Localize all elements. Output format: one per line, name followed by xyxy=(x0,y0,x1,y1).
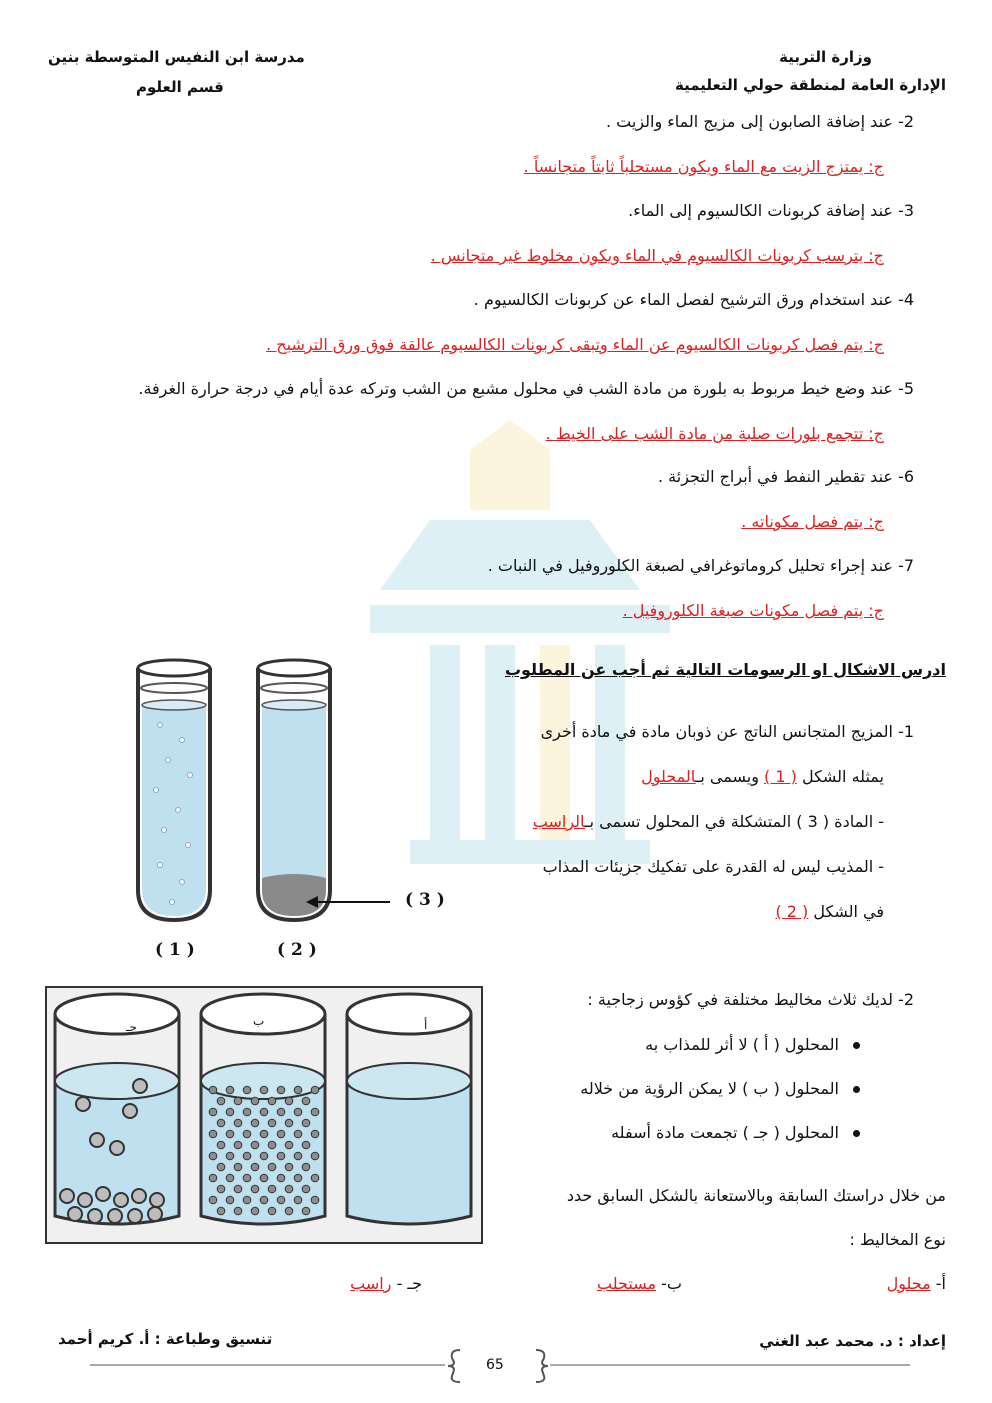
particle xyxy=(311,1130,319,1138)
page-number: 65 xyxy=(486,1357,504,1373)
particle xyxy=(268,1119,276,1127)
particle xyxy=(226,1196,234,1204)
line2-prefix: - المادة ( 3 ) المتشكلة في المحلول تسمى بـ xyxy=(584,812,884,831)
particle xyxy=(277,1086,285,1094)
particle xyxy=(285,1163,293,1171)
bullet-3 xyxy=(611,1123,860,1142)
particle xyxy=(302,1207,310,1215)
particle xyxy=(260,1086,268,1094)
particle xyxy=(234,1163,242,1171)
answer-4: ج: يتم فصل كربونات الكالسيوم عن الماء وتبقى كربونات الكالسيوم عالقة فوق ورق الترشيح . xyxy=(266,335,884,354)
particle xyxy=(243,1174,251,1182)
particle xyxy=(268,1207,276,1215)
particle xyxy=(311,1174,319,1182)
bullet-icon xyxy=(853,1086,860,1093)
school-name: مدرسة ابن النفيس المتوسطة بنين xyxy=(48,48,305,66)
particle xyxy=(243,1086,251,1094)
answer-b xyxy=(597,1274,682,1293)
particle xyxy=(285,1185,293,1193)
answer-a-label: أ- xyxy=(935,1274,946,1293)
answer-c-value: راسب xyxy=(350,1274,392,1293)
particle xyxy=(277,1130,285,1138)
particle xyxy=(217,1163,225,1171)
bullet-1 xyxy=(645,1035,860,1054)
particle xyxy=(260,1174,268,1182)
answer-6: ج: يتم فصل مكوناته . xyxy=(741,512,884,531)
particle xyxy=(285,1207,293,1215)
beaker-label-baa: ب xyxy=(253,1014,265,1028)
particle xyxy=(285,1097,293,1105)
particle xyxy=(234,1119,242,1127)
answer-7: ج: يتم فصل مكونات صبغة الكلوروفيل . xyxy=(622,601,884,620)
particle xyxy=(311,1196,319,1204)
figure-2-answer: ( 2 ) xyxy=(775,902,809,921)
particle xyxy=(294,1086,302,1094)
particle xyxy=(217,1207,225,1215)
particle xyxy=(234,1207,242,1215)
particle xyxy=(285,1141,293,1149)
answer-3: ج: يترسب كربونات الكالسيوم في الماء ويكون مخلوط غير متجانس . xyxy=(430,246,884,265)
particle xyxy=(277,1174,285,1182)
precipitate-answer: الراسب xyxy=(532,812,585,831)
particle xyxy=(277,1152,285,1160)
directorate-title: الإدارة العامة لمنطقة حولي التعليمية xyxy=(674,76,946,94)
label-3: ( 3 ) xyxy=(405,890,445,910)
bullet-text: المحلول ( ب ) لا يمكن الرؤية من خلاله xyxy=(580,1079,839,1098)
particle xyxy=(217,1119,225,1127)
particle xyxy=(268,1185,276,1193)
particle xyxy=(209,1108,217,1116)
answer-b-value: مستحلب xyxy=(597,1274,657,1293)
beaker-baa xyxy=(201,994,325,1224)
part1-line2 xyxy=(533,812,884,831)
particle xyxy=(226,1086,234,1094)
line1-mid: ويسمى بـ xyxy=(695,767,759,786)
particle xyxy=(251,1097,259,1105)
bullet-icon xyxy=(853,1042,860,1049)
particle xyxy=(217,1097,225,1105)
particle xyxy=(294,1174,302,1182)
bullet-icon xyxy=(853,1130,860,1137)
particle xyxy=(260,1130,268,1138)
particle xyxy=(243,1130,251,1138)
particle xyxy=(294,1108,302,1116)
particle xyxy=(311,1152,319,1160)
figure-number-answer: ( 1 ) xyxy=(764,767,797,786)
question-4: 4- عند استخدام ورق الترشيح لفصل الماء عن كربونات الكالسيوم . xyxy=(473,290,914,309)
particle xyxy=(294,1152,302,1160)
particle xyxy=(251,1163,259,1171)
particle xyxy=(209,1196,217,1204)
part2-conclusion-1: من خلال دراستك السابقة وبالاستعانة بالشكل السابق حدد xyxy=(566,1186,946,1205)
line1-prefix: يمثله الشكل xyxy=(801,767,884,786)
department-name: قسم العلوم xyxy=(136,78,224,96)
bullet-2 xyxy=(580,1079,860,1098)
beaker-label-jeem: جـ xyxy=(126,1020,137,1034)
particle xyxy=(294,1130,302,1138)
particle xyxy=(302,1097,310,1105)
particle xyxy=(260,1108,268,1116)
particle xyxy=(226,1108,234,1116)
bullet-text: المحلول ( جـ ) تجمعت مادة أسفله xyxy=(611,1123,839,1142)
answer-a xyxy=(887,1274,946,1293)
question-7: 7- عند إجراء تحليل كروماتوغرافي لصبغة الكلوروفيل في النبات . xyxy=(487,556,914,575)
question-2: 2- عند إضافة الصابون إلى مزيج الماء والزيت . xyxy=(605,112,914,131)
tube-1-label: ( 1 ) xyxy=(155,940,195,960)
particle xyxy=(251,1207,259,1215)
particle xyxy=(294,1196,302,1204)
particle xyxy=(209,1086,217,1094)
particle xyxy=(251,1141,259,1149)
question-3: 3- عند إضافة كربونات الكالسيوم إلى الماء. xyxy=(628,201,914,220)
footer-prepared: إعداد : د. محمد عبد الغني xyxy=(759,1332,946,1350)
particle xyxy=(251,1185,259,1193)
particle xyxy=(302,1141,310,1149)
particle xyxy=(311,1108,319,1116)
particle xyxy=(209,1152,217,1160)
answer-5: ج: تتجمع بلورات صلبة من مادة الشب على الخيط . xyxy=(545,424,884,443)
particle xyxy=(260,1152,268,1160)
particle xyxy=(302,1163,310,1171)
answer-b-label: ب- xyxy=(661,1274,682,1293)
ministry-title: وزارة التربية xyxy=(779,48,872,66)
part1-intro: 1- المزيج المتجانس الناتج عن ذوبان مادة في مادة أخرى xyxy=(540,722,914,741)
particle xyxy=(243,1152,251,1160)
particle xyxy=(226,1152,234,1160)
particle xyxy=(285,1119,293,1127)
particle xyxy=(311,1086,319,1094)
particle xyxy=(217,1141,225,1149)
particle xyxy=(268,1141,276,1149)
beaker-label-alef: أ xyxy=(424,1018,428,1032)
particle xyxy=(209,1130,217,1138)
part1-line3: - المذيب ليس له القدرة على تفكيك جزيئات المذاب xyxy=(542,857,884,876)
tube-2-label: ( 2 ) xyxy=(277,940,317,960)
particle xyxy=(260,1196,268,1204)
part2-conclusion-2: نوع المخاليط : xyxy=(849,1230,946,1249)
particle xyxy=(268,1163,276,1171)
particle xyxy=(251,1119,259,1127)
answer-c-label: جـ - xyxy=(396,1274,422,1293)
particle xyxy=(277,1108,285,1116)
particle xyxy=(209,1174,217,1182)
particle xyxy=(226,1130,234,1138)
particle xyxy=(277,1196,285,1204)
beaker-jeem xyxy=(55,994,179,1224)
question-5: 5- عند وضع خيط مربوط به بلورة من مادة الشب في محلول مشبع من الشب وتركه عدة أيام في درجة حرارة الغرفة. xyxy=(138,379,914,398)
particle xyxy=(226,1174,234,1182)
answer-2: ج: يمتزج الزيت مع الماء ويكون مستحلباً ثابتاً متجانساً . xyxy=(523,157,884,176)
particle xyxy=(302,1185,310,1193)
answer-a-value: محلول xyxy=(886,1274,931,1293)
particle xyxy=(243,1108,251,1116)
section-title: ادرس الاشكال او الرسومات التالية ثم أجب عن المطلوب xyxy=(504,660,946,679)
beaker-alef xyxy=(347,994,471,1224)
particle xyxy=(268,1097,276,1105)
particle xyxy=(217,1185,225,1193)
part2-intro: 2- لديك ثلاث مخاليط مختلفة في كؤوس زجاجية : xyxy=(587,990,914,1009)
particle xyxy=(234,1185,242,1193)
question-6: 6- عند تقطير النفط في أبراج التجزئة . xyxy=(658,467,914,486)
footer-printed: تنسيق وطباعة : أ. كريم أحمد xyxy=(58,1330,273,1348)
solution-answer: المحلول xyxy=(641,767,696,786)
particle xyxy=(234,1097,242,1105)
particle xyxy=(243,1196,251,1204)
answer-c xyxy=(350,1274,422,1293)
bullet-text: المحلول ( أ ) لا أثر للمذاب به xyxy=(645,1035,839,1054)
particle xyxy=(302,1119,310,1127)
part1-line4 xyxy=(775,902,884,921)
particle xyxy=(234,1141,242,1149)
part1-line1 xyxy=(641,767,884,786)
line4-prefix: في الشكل xyxy=(813,902,884,921)
